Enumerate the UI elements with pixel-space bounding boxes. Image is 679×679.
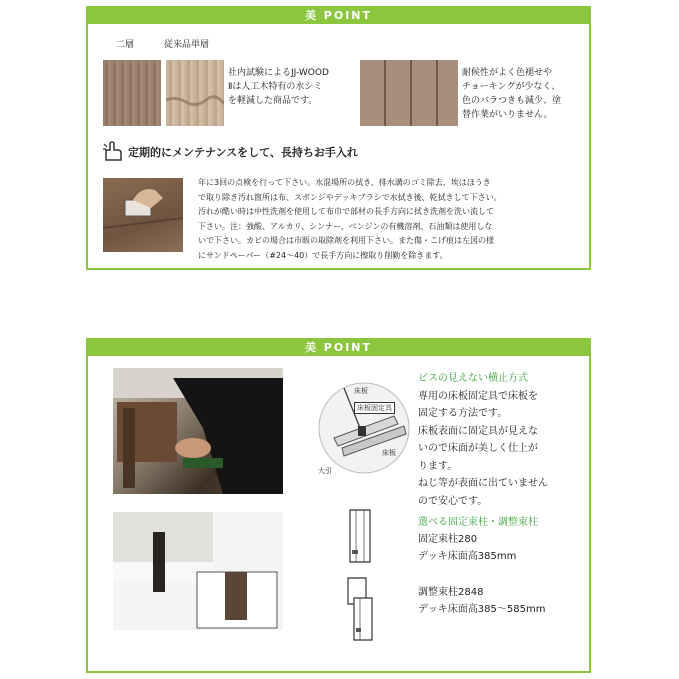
- label-joist: 大引: [318, 467, 332, 475]
- top-panel: [86, 6, 591, 270]
- adjust-post-height: デッキ床面高385〜585mm: [418, 604, 546, 615]
- adjust-post-name: 調整束柱2848: [418, 587, 484, 598]
- adjust-post-icon: [340, 574, 380, 644]
- adjust-post-block: [418, 584, 545, 618]
- sanding-hand-icon: [103, 178, 183, 252]
- fixed-post-icon: [340, 506, 380, 566]
- weathered-deck-image: [360, 60, 458, 126]
- conventional-sample-image: [166, 60, 224, 126]
- bottom-banner: 美 POINT: [88, 340, 589, 356]
- installation-photo: [113, 368, 283, 494]
- label-two-layer: 二層: [116, 40, 135, 50]
- water-stain-mark: [166, 60, 224, 126]
- sanding-photo: [103, 178, 183, 252]
- worker-illustration: [113, 368, 283, 494]
- hidden-fastener-diagram: [314, 378, 414, 478]
- post-block: [418, 514, 538, 565]
- maintenance-heading: 定期的にメンテナンスをして、長持ちお手入れ: [128, 146, 358, 159]
- jjwood-description: 社内試験によるJJ-WOOD Ⅱは人工木特有の水シミ を軽減した商品です。: [228, 68, 329, 106]
- label-fixer: 床板固定具: [354, 402, 395, 414]
- post-photo-svg: [113, 512, 283, 630]
- post-title: 選べる固定束柱・調整束柱: [418, 517, 538, 528]
- hand-point-icon: [102, 140, 124, 162]
- top-banner: 美 POINT: [88, 8, 589, 24]
- post-installed-photo: [113, 512, 283, 630]
- maintenance-text: 年に3回の点検を行って下さい。水混場所の拭き、排水溝のゴミ除去、埃はほうき で取り除き汚れ箇所は布、スポンジやデッキブラシで水拭き後、乾拭きして下さい。 汚れが酷い時は中性洗剤を使用して布巾で部材の長手方向に拭き洗剤を洗い流して 下さい。注：強酸、アルカリ、シンナー、ベンジンの有機溶剤、石油類は使用しな いで下さい。カビの場合は市販の取除剤を利用下さい。また傷・こげ痕は左図の様 にサンドペーパー（#24〜40）で長手方向に擦取り削勤を除きます。: [198, 178, 502, 260]
- weather-description: 耐候性がよく色褪せや チョーキングが少なく、 色のバラつきも減少、塗 替作業がいりません。: [462, 68, 562, 120]
- label-floorboard-top: 床板: [354, 387, 368, 395]
- hidden-screw-title: ビスの見えない横止方式: [418, 373, 528, 384]
- label-floorboard-side: 床板: [382, 449, 396, 457]
- label-conventional: 従来品単層: [164, 40, 210, 50]
- bottom-panel: [86, 338, 591, 673]
- hidden-screw-block: ビスの見えない横止方式 専用の床板固定具で床板を 固定する方法です。 床板表面に固定具が見えな いので床面が美しく仕上が ります。 ねじ等が表面に出ていません ので安心です。: [418, 370, 548, 510]
- two-layer-sample-image: [103, 60, 161, 126]
- fixed-post-name: 固定束柱280: [418, 534, 478, 545]
- fixed-post-height: デッキ床面高385mm: [418, 551, 517, 562]
